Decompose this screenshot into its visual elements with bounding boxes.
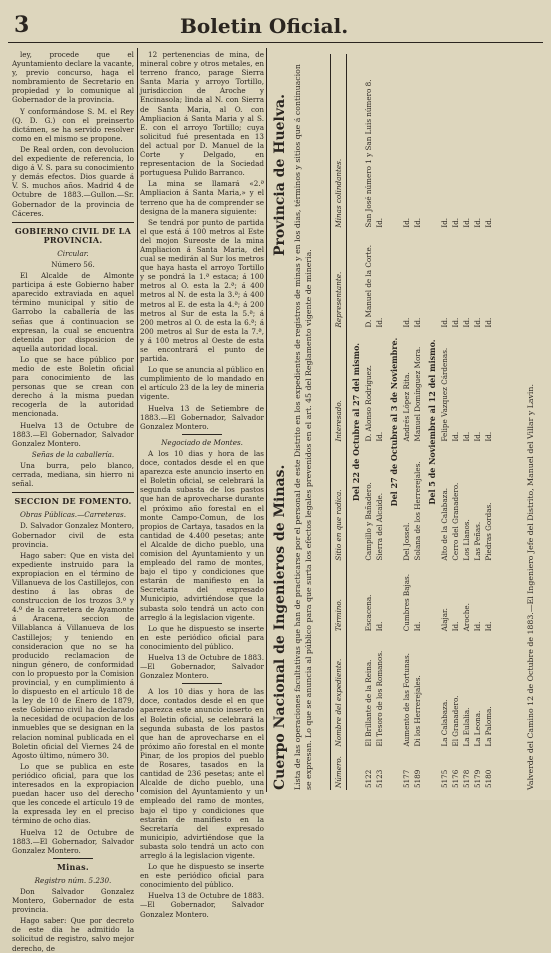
table-cell: Id. [484, 317, 493, 328]
paragraph: Lo que se hace público por medio de este Boletin oficial para conocimiento de las personas que se crean con derecho á la misma puedan recogerla de la autoridad mencionada. [12, 354, 134, 419]
table-cell: Id. [402, 317, 411, 328]
table-cell: Del Jossel. [402, 522, 411, 561]
subheading: Obras Públicas.—Carreteras. [19, 510, 127, 520]
table-cell: 5123 [375, 769, 384, 788]
table-row [483, 54, 494, 790]
table-cell: Piedras Gordas. [484, 502, 493, 561]
table-cell: Cumbres Bajas. [402, 574, 411, 632]
page-number: 3 [14, 12, 30, 38]
table-cell: Id. [451, 431, 460, 442]
table-footer: Valverde del Camino 12 de Octubre de 1883.—El Ingeniero Jefe del Distrito, Manuel del Villar y Lavin. [526, 384, 535, 790]
column-2 [140, 50, 264, 919]
table-cell: Id. [413, 317, 422, 328]
table-cell: Cerro del Granadero. [451, 482, 460, 561]
section-heading: Minas. [57, 861, 89, 872]
divider [182, 434, 222, 435]
paragraph: Huelva 13 de Octubre de 1883.—El Gobernador, Salvador Gonzalez Montero. [140, 653, 264, 681]
subheading: Circular. [57, 248, 89, 258]
table-cell: Solana de los Herrerejales. [413, 461, 422, 561]
publication-title: Boletin Oficial. [180, 14, 349, 38]
table-cell: Id. [451, 621, 460, 632]
section-heading: SECCION DE FOMENTO. [14, 496, 132, 507]
table-cell: San José número 1 y San Luis número 8. [364, 79, 373, 228]
table-cell: El Tesoro de los Romanos. [375, 650, 384, 747]
table-row [450, 54, 461, 790]
table-cell: 5177 [402, 769, 411, 788]
table-cell: Aumento de las Fortunas. [402, 653, 411, 747]
table-cell: Id. [440, 317, 449, 328]
paragraph: Y conformándose S. M. el Rey (Q. D. G.) con el preinserto dictámen, se ha servido resolver como en el mismo se propone. [12, 106, 134, 143]
table-cell: Id. [462, 317, 471, 328]
table-row [363, 54, 374, 790]
subheading: Registro núm. 5.230. [34, 875, 112, 885]
table-row [472, 54, 483, 790]
table-cell: Id. [375, 317, 384, 328]
paragraph: Se tendrá por punto de partida el que está á 100 metros al Este del mojon Sureoste de la mina Ampliacion á Santa Maria, del cual se medirán al Sur los metros que haya hasta el arroyo Tortillo y se pondrá la 1.ª estaca; á 100 metros al O. esta la 2.ª; á 400 metros al N. de esta la 3.ª; á 400 metros al E. de esta la 4.ª; á 200 metros al Sur de esta la 5.ª; á 200 metros al O. de esta la 6.ª; á 200 metros al Sur de esta la 7.ª, y á 100 metros al Oeste de esta se encontrará el punto de partida. [140, 217, 264, 364]
paragraph: 12 pertenencias de mina, de mineral cobre y otros metales, en terreno franco, parage Sierra Santa Maria y arroyo Tortillo, jurisdiccion de Aroche y Encinasola; linda al N. con Sierra de Santa Maria, al O. con Ampliacion á Santa Maria y al S. E. con el arroyo Tortillo; cuya solicitud fué presentada en 13 del actual por D. Manuel de la Corte y Delgado, en representacion de la Sociedad portuguesa Pulido Barranco. [140, 50, 264, 178]
table-cell: Id. [375, 217, 384, 228]
column-header: Sitio en que radica. [331, 444, 347, 563]
table-cell: Id. [473, 621, 482, 632]
operations-table [330, 54, 494, 790]
column-1 [12, 50, 134, 953]
table-row [439, 54, 450, 790]
column-separator [137, 48, 138, 792]
section-row [347, 54, 364, 790]
table-cell: Sierra del Alcaide. [375, 492, 384, 561]
header-rule [8, 42, 543, 43]
table-cell: Id. [413, 217, 422, 228]
paragraph: Huelva 13 de Octubre de 1883.—El Gobernador, Salvador Gonzalez Montero. [12, 420, 134, 448]
section-row [423, 54, 439, 790]
table-cell: Id. [402, 217, 411, 228]
paragraph: Hago saber: Que en vista del expediente instruido para la expropiacion en el término de Villanueva de los Castillejos, con destino á las obras de construccion de los trozos 3.º y 4.º de la carretera de Ayamonte á Aracena, seccion de Villablanca á Villanueva de los Castillejos; y teniendo en consideracion que no se ha producido reclamacion de ningun género, de conformidad con lo propuesto por la Comision provincial, y en cumplimiento á lo dispuesto en el artículo 18 de la ley de 10 de Enero de 1879, este Gobierno civil ha declarado la necesidad de ocupacion de los inmuebles que se designan en la relacion nominal publicada en el Boletin oficial del Viernes 24 de Agosto último, número 30. [12, 550, 134, 760]
section-heading: GOBIERNO CIVIL DE LA PROVINCIA. [14, 225, 132, 245]
column-separator [266, 48, 267, 792]
table-cell: Escacena. [364, 594, 373, 632]
table-row [401, 54, 412, 790]
table-cell: D. Alonso Rodriguez. [364, 365, 373, 442]
section-label: Del 5 de Noviembre al 12 del mismo. [427, 339, 437, 505]
paragraph: La mina se llamará «2.ª Ampliacion á Santa Maria,» y el terreno que ha de comprender se designa de la manera siguiente: [140, 179, 264, 216]
paragraph: A los 10 dias y hora de las doce, contados desde el en que aparezca este anuncio inserto en el Boletin oficial, se celebrará la segunda subasta de los pastos que han de aprovecharse en el próximo año forestal en el monte Pinar, de los propios del pueblo de Rosares, tasados en la cantidad de 236 pesetas; ante el Alcalde de dicho pueblo, una comision del Ayuntamiento y un empleado del ramo de montes, bajo el tipo y condiciones que estarán de manifiesto en la Secretaría del expresado municipio, advirtiéndose que la subasta solo tendrá un acto con arreglo á la legislacion vigente. [140, 687, 264, 860]
paragraph: Huelva 12 de Octubre de 1883.—El Gobernador, Salvador Gonzalez Montero. [12, 827, 134, 855]
paragraph: Lo que se publica en este periódico oficial, para que los interesados en la expropiacion puedan hacer uso del derecho que les concede el artículo 19 de la expresada ley en el preciso término de ocho dias. [12, 761, 134, 826]
table-cell: 5178 [462, 769, 471, 788]
table-cell: Alajar. [440, 608, 449, 632]
table-cell: 5122 [364, 769, 373, 788]
divider [53, 858, 93, 859]
column-header: Interesado. [331, 329, 347, 443]
table-cell: Id. [440, 217, 449, 228]
table-cell: Id. [473, 431, 482, 442]
table-cell: Id. [473, 217, 482, 228]
table-cell: Manuel Domínguez Mora. [413, 346, 422, 442]
table-body [347, 54, 495, 790]
table-cell: Id. [484, 621, 493, 632]
table-cell: Id. [462, 217, 471, 228]
table-header-row [331, 54, 347, 790]
table-cell: Id. [484, 217, 493, 228]
table-cell: Felipe Vazquez Cárdenas. [440, 347, 449, 442]
table-cell: La Leona. [473, 710, 482, 747]
table-province: Provincia de Huelva. [272, 94, 288, 256]
paragraph: Una burra, pelo blanco, cerrada, mediana, sin hierro ni señal. [12, 460, 134, 489]
column-header: Término. [331, 563, 347, 634]
table-title: Cuerpo Nacional de Ingenieros de Minas. [272, 464, 288, 790]
section-label: Del 27 de Octubre al 3 de Noviembre. [389, 337, 399, 507]
paragraph: Lo que he dispuesto se inserte en este periódico oficial para conocimiento del público. [140, 862, 264, 890]
table-cell: Campillo y Bañadero. [364, 482, 373, 561]
paragraph: Don Salvador Gonzalez Montero, Gobernador de esta provincia. [12, 886, 134, 915]
table-cell: Di los Herrerejales. [413, 675, 422, 747]
subheading: Señas de la caballería. [31, 449, 115, 459]
paragraph: De Real orden, con devolucion del expediente de referencia, lo digo á V. S. para su conocimiento y demás efectos. Dios guarde á V. S. muchos años. Madrid 4 de Octubre de 1883.—Gullon.—Sr. Gobernador de la provincia de Cáceres. [12, 144, 134, 218]
table-intro: Lista de las operaciones facultativas que han de practicarse por el personal de este Distrito en los expedientes de registros de minas y en los dias, términos y sitios que á continuacion se expresan. Lo que se anuncia al público para que surta los efectos legales prevenidos en el art. 45 del Reglamento vigente de mineria. [293, 64, 313, 790]
table-cell: La Calabaza. [440, 699, 449, 747]
table-cell: Las Peñas. [473, 521, 482, 561]
section-row [385, 54, 401, 790]
paragraph: Lo que se anuncia al público en cumplimiento de lo mandado en el artículo 23 de la ley de mineria vigente. [140, 365, 264, 402]
subheading: Negociado de Montes. [161, 437, 243, 447]
paragraph: Huelva 13 de Octubre de 1883.—El Gobernador, Salvador Gonzalez Montero. [140, 891, 264, 919]
paragraph: Huelva 13 de Setiembre de 1883.—El Gobernador, Salvador Gonzalez Montero. [140, 403, 264, 431]
table-row [412, 54, 423, 790]
table-cell: 5180 [484, 769, 493, 788]
table-row [374, 54, 385, 790]
table-cell: Id. [375, 431, 384, 442]
divider [182, 683, 222, 684]
table-cell: Id. [462, 431, 471, 442]
table-cell: 5179 [473, 769, 482, 788]
table-cell: Id. [473, 317, 482, 328]
page-header [0, 0, 551, 40]
divider [12, 222, 134, 223]
table-cell: Id. [484, 431, 493, 442]
table-cell: La Eulalia. [462, 707, 471, 747]
table-cell: La Paloma. [484, 706, 493, 747]
table-cell: Id. [451, 317, 460, 328]
paragraph: Lo que he dispuesto se inserte en este periódico oficial para conocimiento del público. [140, 623, 264, 651]
column-header: Minas colindantes. [331, 54, 347, 230]
paragraph: A los 10 dias y hora de las doce, contados desde el en que aparezca este anuncio inserto en el Boletin oficial, se celebrará la segunda subasta de los pastos que han de aprovecharse durante el próximo año forestal en el monte Campo-Comun, de los propios de Cartaya, tasados en la cantidad de 4.400 pesetas; ante el Alcalde de dicho pueblo, una comision del Ayuntamiento y un empleado del ramo de montes, bajo el tipo y condiciones que estarán de manifiesto en la Secretaria del expresado Municipio, advirtiéndose que la subasta solo tendrá un acto con arreglo á la legislacion vigente. [140, 448, 264, 622]
table-cell: Id. [375, 621, 384, 632]
number-label: Número 56. [51, 259, 95, 269]
table-cell: Alto de la Calabaza. [440, 487, 449, 561]
table-cell: El Granadero. [451, 695, 460, 747]
table-cell: Aroche. [462, 603, 471, 632]
column-header: Número. [331, 749, 347, 790]
table-row [461, 54, 472, 790]
table-cell: Andrés López Rita. [402, 372, 411, 442]
table-cell: 5176 [451, 769, 460, 788]
column-header: Nombre del expediente. [331, 633, 347, 748]
column-header: Representante. [331, 230, 347, 330]
table-cell: 5175 [440, 769, 449, 788]
mining-operations-list [268, 48, 546, 796]
paragraph: Hago saber: Que por decreto de este dia he admitido la solicitud de registro, salvo mejor derecho, de [12, 916, 134, 953]
divider [12, 492, 134, 493]
table-cell: 5189 [413, 769, 422, 788]
table-cell: Id. [413, 621, 422, 632]
table-cell: Los Llanos. [462, 519, 471, 561]
paragraph: D. Salvador Gonzalez Montero, Gobernador civil de esta provincia. [12, 521, 134, 549]
rotated-table-block [268, 48, 546, 796]
paragraph: ley, procede que el Ayuntamiento declare la vacante, y, previo concurso, haga el nombramiento de Secretario en propiedad y lo comunique al Gobernador de la provincia. [12, 50, 134, 105]
table-cell: El Brillante de la Reina. [364, 659, 373, 747]
table-cell: Id. [451, 217, 460, 228]
section-label: Del 22 de Octubre al 27 del mismo. [351, 342, 361, 502]
paragraph: El Alcalde de Almonte participa á este Gobierno haber aparecido extraviada en aquel término municipal y sitio de Garrobo la caballería de las señas que á continuacion se expresan, la cual se encuentra detenida por disposicion de aquella autoridad local. [12, 271, 134, 353]
table-cell: D. Manuel de la Corte. [364, 244, 373, 328]
